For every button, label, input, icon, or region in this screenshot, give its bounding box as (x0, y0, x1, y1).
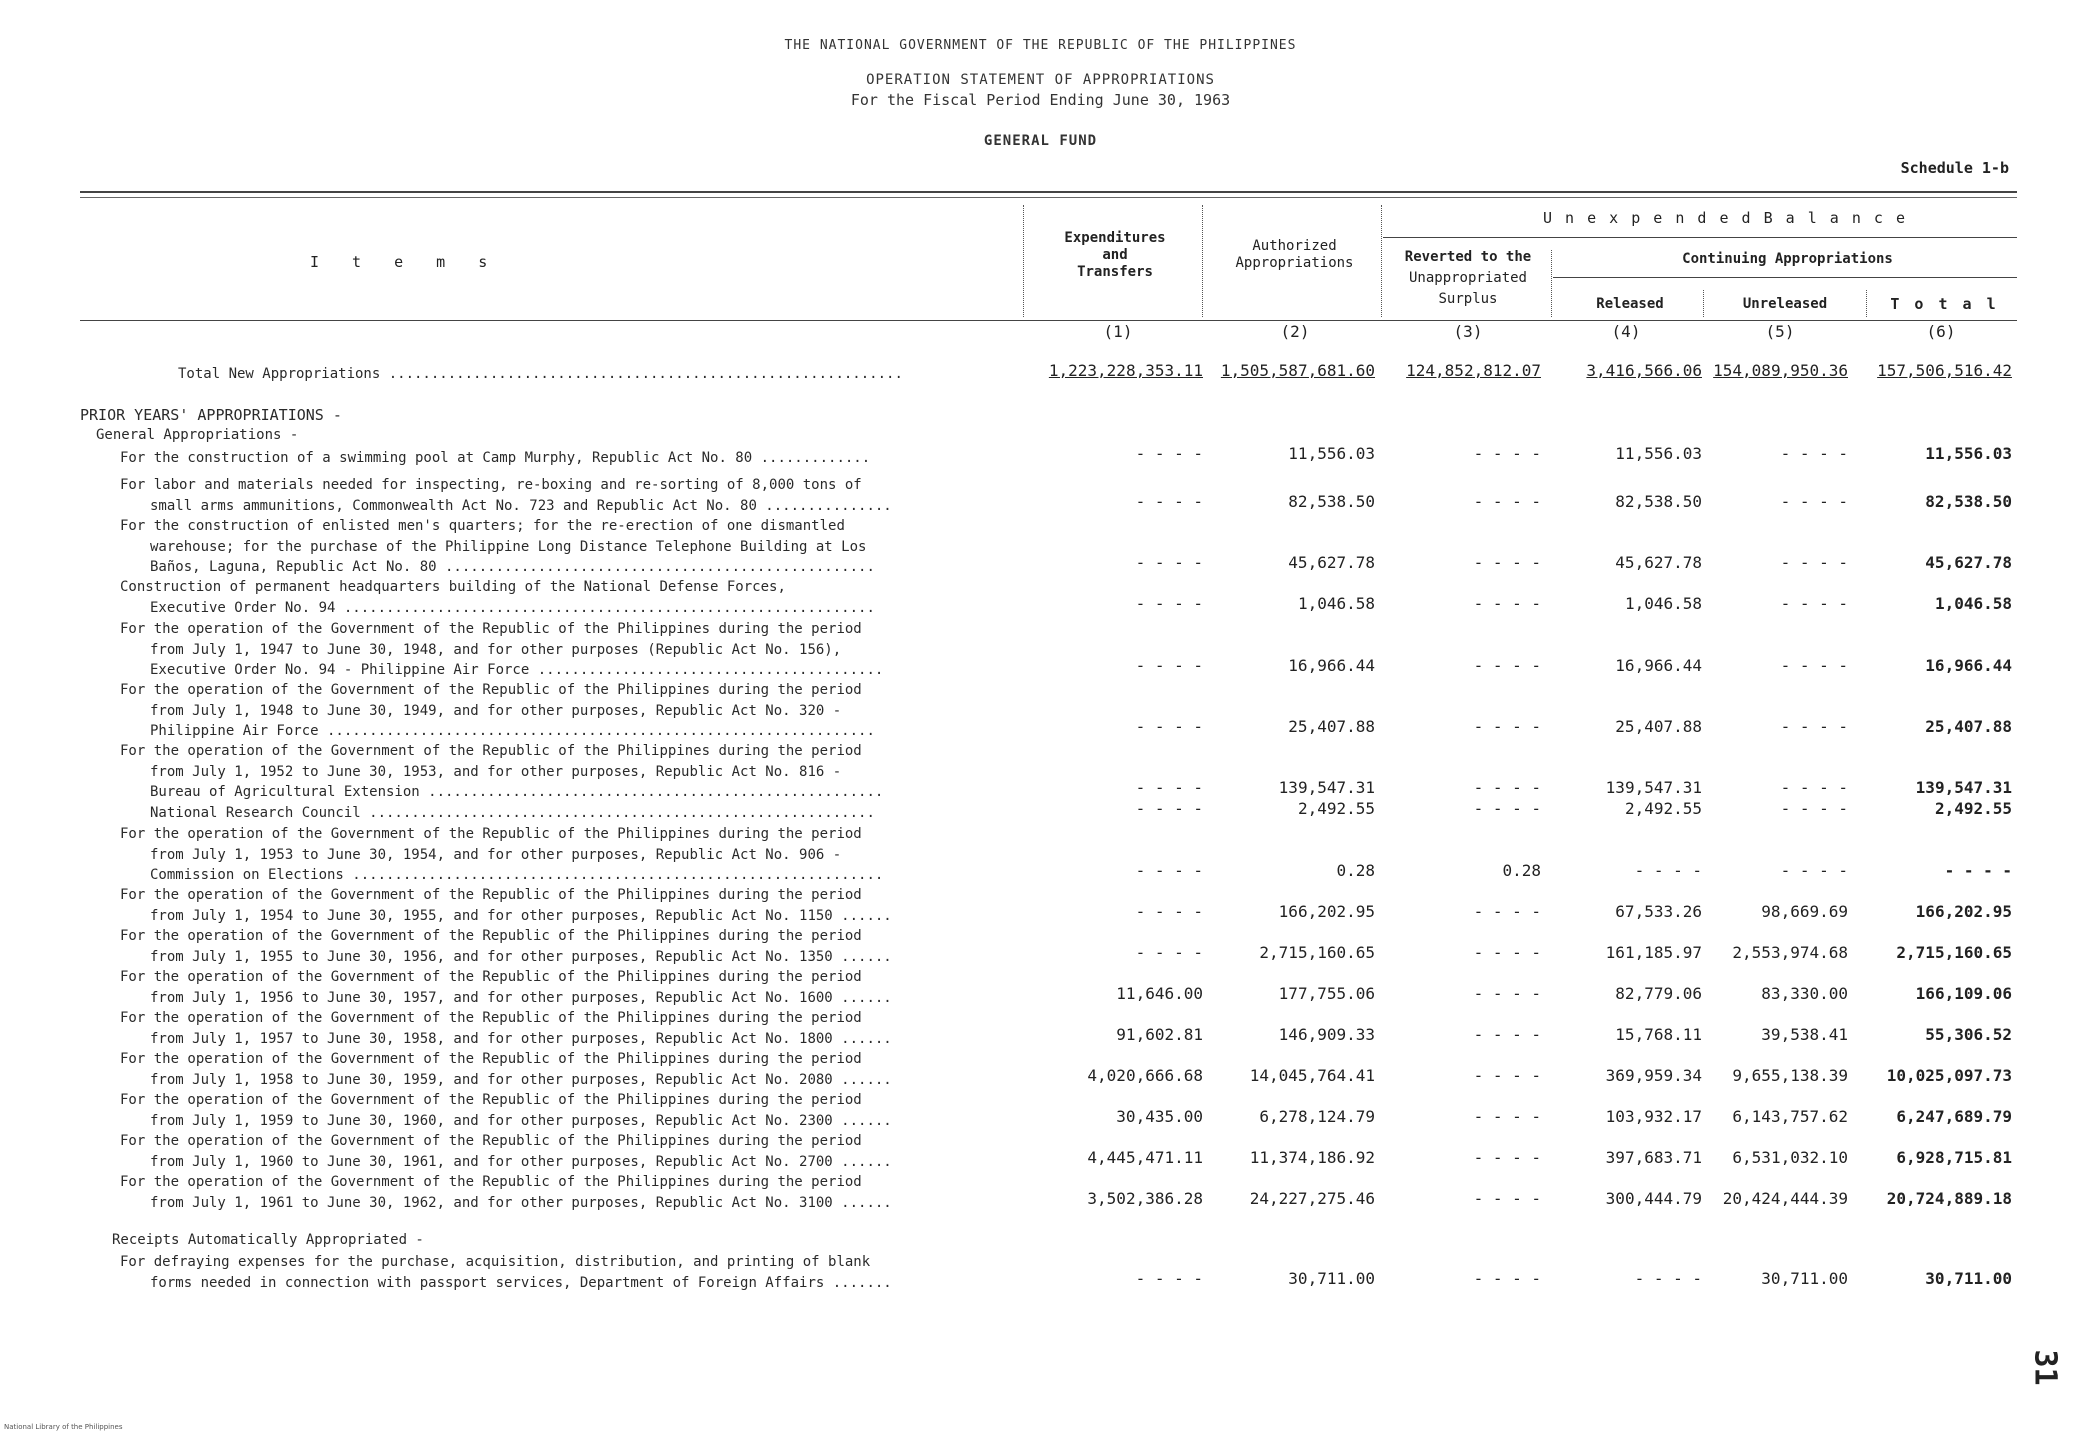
cell-col-4: 16,966.44 (1615, 656, 1702, 675)
cell-col-4: 161,185.97 (1605, 942, 1702, 962)
cell-col-3: - - - - (1473, 799, 1541, 818)
col-separator (1381, 205, 1382, 317)
government-title: THE NATIONAL GOVERNMENT OF THE REPUBLIC OF THE PHILIPPINES (784, 38, 1297, 53)
cell-col-6: 166,109.06 (1915, 983, 2012, 1003)
cell-col-3: - - - - (1473, 717, 1541, 736)
released-header: Released (1596, 296, 1664, 312)
cell-col-3: - - - - (1473, 444, 1541, 463)
row-description-line: from July 1, 1947 to June 30, 1948, and for other purposes (Republic Act No. 156), (150, 641, 842, 658)
cell-col-5: 30,711.00 (1761, 1268, 1848, 1288)
cell-col-1: 1,223,228,353.11 (1048, 361, 1203, 380)
cell-col-2: 0.28 (1336, 861, 1375, 880)
col-separator (1551, 250, 1552, 317)
cell-col-3: - - - - (1473, 1147, 1541, 1167)
cell-col-1: - - - - (1135, 942, 1203, 962)
row-description-line: National Research Council ............................................................ (150, 805, 875, 821)
cell-col-5: - - - - (1780, 861, 1848, 880)
cell-col-4: 25,407.88 (1615, 717, 1702, 736)
cell-col-4: 82,538.50 (1615, 491, 1702, 511)
row-description-line: Baños, Laguna, Republic Act No. 80 ................................................... (150, 559, 875, 575)
authorized-header: Authorized Appropriations (1235, 238, 1354, 271)
cell-col-4: 67,533.26 (1615, 901, 1702, 921)
col-number-3: (3) (1453, 322, 1483, 341)
cell-col-6: 6,928,715.81 (1896, 1147, 2012, 1167)
cell-col-1: 11,646.00 (1116, 983, 1203, 1003)
cell-col-3: - - - - (1473, 491, 1541, 511)
cell-col-3: - - - - (1473, 778, 1541, 797)
cell-col-1: - - - - (1135, 778, 1203, 797)
table-top-rule (80, 191, 2017, 193)
cell-col-1: - - - - (1135, 1268, 1203, 1288)
fiscal-period: For the Fiscal Period Ending June 30, 1963 (850, 91, 1231, 109)
cell-col-3: - - - - (1473, 1268, 1541, 1288)
row-description-line: Bureau of Agricultural Extension ...................................................... (150, 784, 884, 800)
row-description-line: Executive Order No. 94 - Philippine Air Force ......................................... (150, 662, 884, 678)
cell-col-5: - - - - (1780, 444, 1848, 463)
unexpended-header: U n e x p e n d e d B a l a n c e (1542, 209, 1907, 227)
cell-col-2: 139,547.31 (1278, 778, 1375, 797)
cell-col-4: 369,959.34 (1605, 1065, 1702, 1085)
cell-col-4: - - - - (1634, 861, 1702, 880)
row-description-line: For labor and materials needed for inspecting, re-boxing and re-sorting of 8,000 tons of (120, 477, 862, 493)
cell-col-5: 154,089,950.36 (1713, 361, 1848, 380)
col-number-6: (6) (1926, 322, 1956, 341)
items-header: I t e m s (310, 253, 500, 271)
schedule-label: Schedule 1-b (1900, 159, 2009, 177)
row-description-line: For the operation of the Government of the Republic of the Philippines during the period (120, 682, 862, 698)
cell-col-2: 14,045,764.41 (1249, 1065, 1375, 1085)
cell-col-6: 20,724,889.18 (1886, 1188, 2012, 1208)
cell-col-5: 83,330.00 (1761, 983, 1848, 1003)
cell-col-2: 11,556.03 (1288, 444, 1375, 463)
row-description-line: Commission on Elections ............................................................... (150, 867, 884, 883)
row-description-line: For the operation of the Government of the Republic of the Philippines during the period (120, 826, 862, 842)
col-separator (1703, 290, 1704, 317)
cell-col-3: - - - - (1473, 593, 1541, 613)
cell-col-6: 82,538.50 (1925, 491, 2012, 511)
cell-col-1: - - - - (1135, 901, 1203, 921)
cell-col-5: 98,669.69 (1761, 901, 1848, 921)
receipts-heading: Receipts Automatically Appropriated - (112, 1232, 424, 1248)
row-description-line: from July 1, 1959 to June 30, 1960, and for other purposes, Republic Act No. 2300 ...... (150, 1112, 892, 1129)
cell-col-4: 45,627.78 (1615, 553, 1702, 572)
cell-col-2: 166,202.95 (1278, 901, 1375, 921)
cell-col-6: 11,556.03 (1925, 444, 2012, 463)
row-description-line: forms needed in connection with passport services, Department of Foreign Affairs ....... (150, 1274, 892, 1291)
cell-col-4: - - - - (1634, 1268, 1702, 1288)
cell-col-4: 1,046.58 (1624, 593, 1702, 613)
cell-col-5: 6,143,757.62 (1732, 1106, 1848, 1126)
cell-col-2: 11,374,186.92 (1249, 1147, 1375, 1167)
cell-col-1: - - - - (1135, 717, 1203, 736)
col-separator (1023, 205, 1024, 317)
cell-col-1: - - - - (1135, 656, 1203, 675)
cell-col-2: 25,407.88 (1288, 717, 1375, 736)
cell-col-2: 2,715,160.65 (1259, 942, 1375, 962)
fund-title: GENERAL FUND (983, 133, 1098, 149)
cell-col-4: 82,779.06 (1615, 983, 1702, 1003)
cell-col-5: 2,553,974.68 (1732, 942, 1848, 962)
row-description-line: For the operation of the Government of the Republic of the Philippines during the period (120, 1174, 862, 1190)
row-description-line: small arms ammunitions, Commonwealth Act No. 723 and Republic Act No. 80 ............... (150, 497, 892, 514)
cell-col-2: 82,538.50 (1288, 491, 1375, 511)
footer-credit: National Library of the Philippines (4, 1423, 123, 1431)
cell-col-1: 4,020,666.68 (1087, 1065, 1203, 1085)
cell-col-5: - - - - (1780, 491, 1848, 511)
cell-col-2: 24,227,275.46 (1249, 1188, 1375, 1208)
cell-col-2: 177,755.06 (1278, 983, 1375, 1003)
general-appropriations-heading: General Appropriations - (96, 427, 299, 443)
cell-col-2: 2,492.55 (1297, 799, 1375, 818)
row-description-line: For the operation of the Government of the Republic of the Philippines during the period (120, 887, 862, 903)
row-description-line: Philippine Air Force ................................................................. (150, 723, 875, 739)
row-description-line: Executive Order No. 94 ............................................................... (150, 599, 875, 616)
unreleased-header: Unreleased (1742, 296, 1828, 312)
cell-col-4: 2,492.55 (1624, 799, 1702, 818)
cell-col-5: 9,655,138.39 (1732, 1065, 1848, 1085)
cell-col-1: - - - - (1135, 799, 1203, 818)
cell-col-6: 55,306.52 (1925, 1024, 2012, 1044)
row-description-line: For the operation of the Government of the Republic of the Philippines during the period (120, 1010, 862, 1026)
col-number-5: (5) (1765, 322, 1795, 341)
cell-col-3: - - - - (1473, 983, 1541, 1003)
cell-col-6: 139,547.31 (1915, 778, 2012, 797)
cell-col-3: - - - - (1473, 656, 1541, 675)
cell-col-1: 3,502,386.28 (1087, 1188, 1203, 1208)
reverted-header: Reverted to the Unappropriated Surplus (1404, 249, 1532, 307)
statement-title: OPERATION STATEMENT OF APPROPRIATIONS (866, 72, 1215, 88)
cell-col-4: 15,768.11 (1615, 1024, 1702, 1044)
cell-col-6: 16,966.44 (1925, 656, 2012, 675)
row-description-line: For the operation of the Government of the Republic of the Philippines during the period (120, 1051, 862, 1067)
cell-col-4: 11,556.03 (1615, 444, 1702, 463)
page-number: 31 (2027, 1349, 2063, 1386)
row-description-line: from July 1, 1960 to June 30, 1961, and for other purposes, Republic Act No. 2700 ...... (150, 1153, 892, 1170)
cell-col-2: 146,909.33 (1278, 1024, 1375, 1044)
total-header: T o t a l (1890, 295, 1999, 313)
row-description-line: from July 1, 1948 to June 30, 1949, and for other purposes, Republic Act No. 320 - (150, 702, 842, 719)
cell-col-1: - - - - (1135, 861, 1203, 880)
cell-col-6: 2,715,160.65 (1896, 942, 2012, 962)
continuing-header: Continuing Appropriations (1682, 251, 1893, 267)
col-number-1: (1) (1103, 322, 1133, 341)
cell-col-3: 124,852,812.07 (1406, 361, 1541, 380)
cell-col-2: 45,627.78 (1288, 553, 1375, 572)
cell-col-6: 45,627.78 (1925, 553, 2012, 572)
cell-col-5: - - - - (1780, 799, 1848, 818)
row-description-line: For the operation of the Government of the Republic of the Philippines during the period (120, 969, 862, 985)
row-description-line: For defraying expenses for the purchase, acquisition, distribution, and printing of blank (120, 1254, 871, 1270)
cell-col-2: 1,505,587,681.60 (1220, 361, 1375, 380)
cell-col-3: - - - - (1473, 1024, 1541, 1044)
cell-col-5: 20,424,444.39 (1722, 1188, 1848, 1208)
row-description-line: For the operation of the Government of the Republic of the Philippines during the period (120, 743, 862, 759)
row-description-line: For the operation of the Government of the Republic of the Philippines during the period (120, 928, 862, 944)
cell-col-5: - - - - (1780, 553, 1848, 572)
cell-col-5: 39,538.41 (1761, 1024, 1848, 1044)
row-description-line: For the operation of the Government of the Republic of the Philippines during the period (120, 621, 862, 637)
cell-col-3: - - - - (1473, 1106, 1541, 1126)
cell-col-2: 1,046.58 (1297, 593, 1375, 613)
cell-col-5: - - - - (1780, 717, 1848, 736)
cell-col-1: - - - - (1135, 553, 1203, 572)
cell-col-5: - - - - (1780, 778, 1848, 797)
cell-col-6: 30,711.00 (1925, 1268, 2012, 1288)
cell-col-6: 25,407.88 (1925, 717, 2012, 736)
cell-col-1: - - - - (1135, 444, 1203, 463)
cell-col-6: 2,492.55 (1934, 799, 2012, 818)
cell-col-1: 4,445,471.11 (1087, 1147, 1203, 1167)
cell-col-4: 3,416,566.06 (1586, 361, 1702, 380)
col-number-2: (2) (1280, 322, 1310, 341)
row-description-line: from July 1, 1957 to June 30, 1958, and for other purposes, Republic Act No. 1800 ...... (150, 1030, 892, 1047)
cell-col-4: 300,444.79 (1605, 1188, 1702, 1208)
cell-col-3: - - - - (1473, 553, 1541, 572)
col-separator (1866, 290, 1867, 317)
continuing-rule (1553, 277, 2017, 278)
row-description-line: Construction of permanent headquarters building of the National Defense Forces, (120, 579, 786, 595)
row-description-line: from July 1, 1953 to June 30, 1954, and for other purposes, Republic Act No. 906 - (150, 846, 842, 863)
row-description-line: warehouse; for the purchase of the Philippine Long Distance Telephone Building at Los (150, 538, 867, 555)
row-description-line: from July 1, 1956 to June 30, 1957, and for other purposes, Republic Act No. 1600 ...... (150, 989, 892, 1006)
row-description-line: from July 1, 1952 to June 30, 1953, and for other purposes, Republic Act No. 816 - (150, 763, 842, 780)
cell-col-4: 139,547.31 (1605, 778, 1702, 797)
row-description-line: For the operation of the Government of the Republic of the Philippines during the period (120, 1092, 862, 1108)
cell-col-4: 397,683.71 (1605, 1147, 1702, 1167)
cell-col-4: 103,932.17 (1605, 1106, 1702, 1126)
total-new-label: Total New Appropriations ............................................................. (178, 366, 903, 382)
cell-col-6: 157,506,516.42 (1877, 361, 2012, 380)
cell-col-1: 30,435.00 (1116, 1106, 1203, 1126)
row-description-line: from July 1, 1955 to June 30, 1956, and for other purposes, Republic Act No. 1350 ...... (150, 948, 892, 965)
col-number-4: (4) (1611, 322, 1641, 341)
cell-col-6: 1,046.58 (1934, 593, 2012, 613)
cell-col-3: - - - - (1473, 942, 1541, 962)
cell-col-1: - - - - (1135, 593, 1203, 613)
cell-col-2: 6,278,124.79 (1259, 1106, 1375, 1126)
cell-col-1: 91,602.81 (1116, 1024, 1203, 1044)
cell-col-3: - - - - (1473, 1065, 1541, 1085)
row-description-line: from July 1, 1958 to June 30, 1959, and for other purposes, Republic Act No. 2080 ...... (150, 1071, 892, 1088)
cell-col-3: - - - - (1473, 901, 1541, 921)
unexpended-rule (1383, 237, 2017, 238)
row-description-line: from July 1, 1961 to June 30, 1962, and for other purposes, Republic Act No. 3100 ...... (150, 1194, 892, 1211)
header-bottom-rule (80, 320, 2017, 321)
cell-col-6: 6,247,689.79 (1896, 1106, 2012, 1126)
cell-col-3: - - - - (1473, 1188, 1541, 1208)
row-description-line: For the operation of the Government of the Republic of the Philippines during the period (120, 1133, 862, 1149)
expenditures-header: Expenditures and Transfers (1064, 230, 1166, 280)
cell-col-5: - - - - (1780, 656, 1848, 675)
prior-years-heading: PRIOR YEARS' APPROPRIATIONS - (80, 406, 342, 424)
row-description-line: For the construction of enlisted men's quarters; for the re-erection of one dismantled (120, 518, 845, 534)
cell-col-5: 6,531,032.10 (1732, 1147, 1848, 1167)
row-description-line: For the construction of a swimming pool at Camp Murphy, Republic Act No. 80 ............. (120, 450, 871, 466)
cell-col-2: 16,966.44 (1288, 656, 1375, 675)
col-separator (1202, 205, 1203, 317)
cell-col-2: 30,711.00 (1288, 1268, 1375, 1288)
cell-col-6: 10,025,097.73 (1886, 1065, 2012, 1085)
row-description-line: from July 1, 1954 to June 30, 1955, and for other purposes, Republic Act No. 1150 ...... (150, 907, 892, 924)
cell-col-6: - - - - (1944, 861, 2012, 880)
cell-col-1: - - - - (1135, 491, 1203, 511)
cell-col-6: 166,202.95 (1915, 901, 2012, 921)
cell-col-3: 0.28 (1502, 861, 1541, 880)
table-top-rule-2 (80, 197, 2017, 198)
cell-col-5: - - - - (1780, 593, 1848, 613)
